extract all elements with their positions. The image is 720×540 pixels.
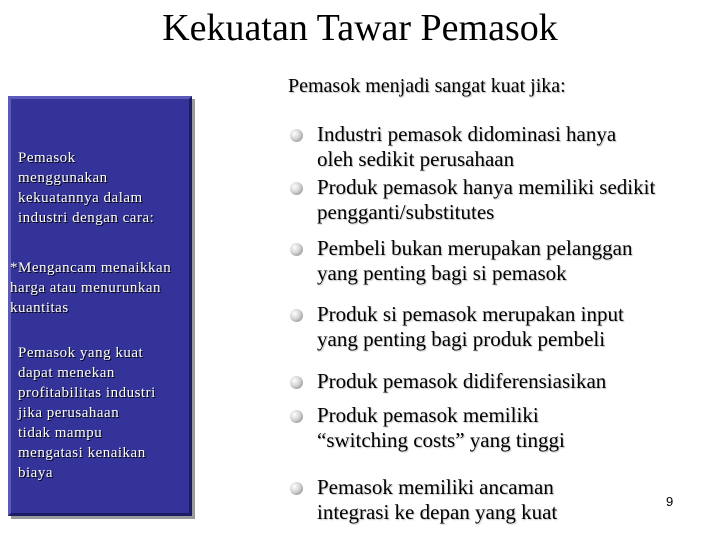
panel-paragraph-threat: *Mengancam menaikkan harga atau menurunkan kuantitas <box>10 260 172 316</box>
bullet-text: Produk pemasok memiliki “switching costs” yang tinggi <box>317 403 565 452</box>
bullet-text: Industri pemasok didominasi hanya oleh sedikit perusahaan <box>317 122 617 171</box>
sphere-bullet-icon <box>290 182 303 195</box>
sphere-bullet-icon <box>290 376 303 389</box>
panel-paragraph-profitability: Pemasok yang kuat dapat menekan profitabilitas industri jika perusahaan tidak mampu mengatasi kenaikan biaya <box>18 345 156 481</box>
bullet-text: Produk pemasok hanya memiliki sedikit pengganti/substitutes <box>317 175 656 224</box>
panel-paragraph-intro: Pemasok menggunakan kekuatannya dalam industri dengan cara: <box>18 150 155 226</box>
sphere-bullet-icon <box>290 309 303 322</box>
sphere-bullet-icon <box>290 410 303 423</box>
bullet-text: Pemasok memiliki ancaman integrasi ke depan yang kuat <box>317 475 558 524</box>
bullet-text: Pembeli bukan merupakan pelanggan yang penting bagi si pemasok <box>317 236 633 285</box>
sphere-bullet-icon <box>290 129 303 142</box>
page-number: 9 <box>666 494 674 509</box>
slide-title: Kekuatan Tawar Pemasok <box>162 7 558 49</box>
bullet-text: Produk pemasok didiferensiasikan <box>317 369 607 393</box>
bullet-text: Produk si pemasok merupakan input yang penting bagi produk pembeli <box>317 302 624 351</box>
slide-subtitle: Pemasok menjadi sangat kuat jika: <box>288 75 566 97</box>
sphere-bullet-icon <box>290 482 303 495</box>
sphere-bullet-icon <box>290 243 303 256</box>
